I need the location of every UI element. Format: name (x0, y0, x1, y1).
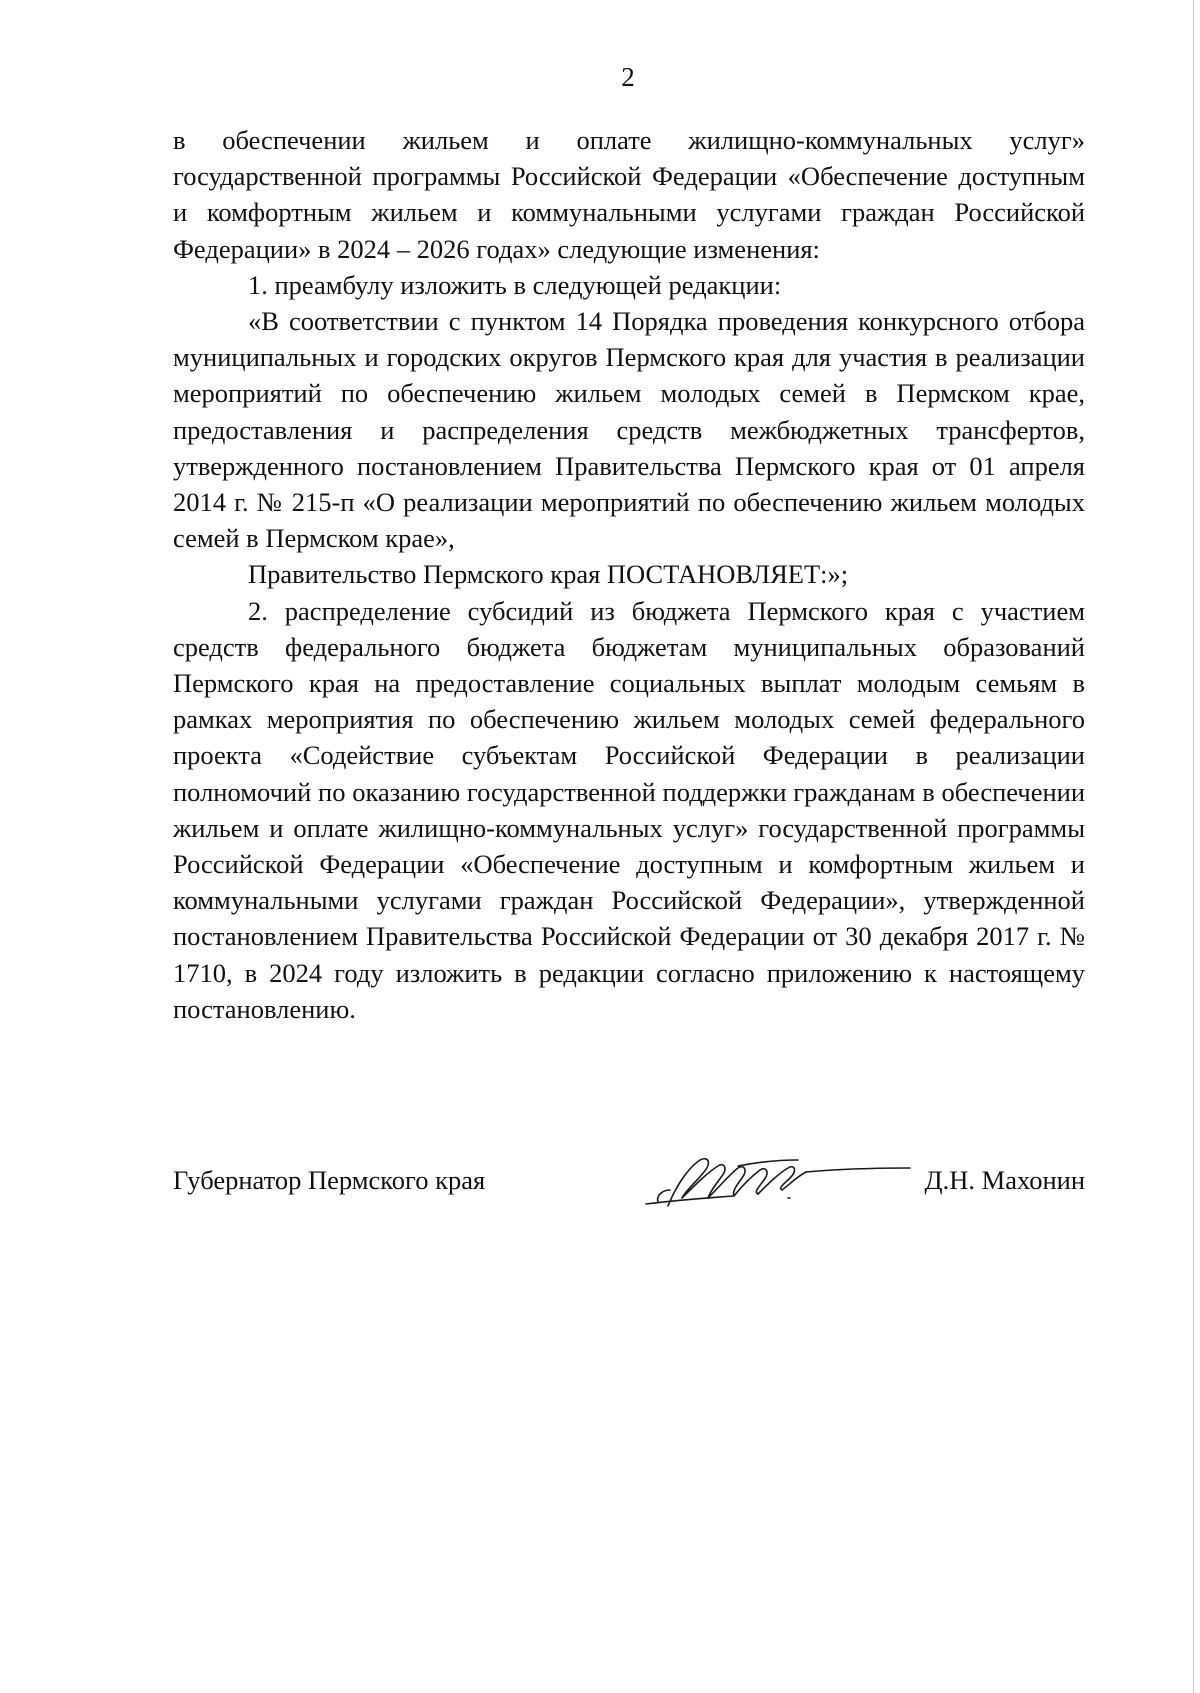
handwritten-signature (638, 1146, 918, 1216)
page-number: 2 (621, 62, 635, 92)
signatory-title: Губернатор Пермского края (173, 1165, 486, 1195)
paragraph: 1. преамбулу изложить в следующей редакции: (248, 269, 782, 300)
paragraph: в обеспечении жильем и оплате жилищно-коммунальных услуг» государственной программы Российской Федерации «Обеспечение доступным и комфортным жильем и коммунальными услугами граждан Российской Федерации» в 2024 – 2026 годах» следующие изменения: (173, 125, 1085, 264)
signature-block (173, 1158, 1085, 1218)
document-body (173, 122, 1085, 1027)
scan-edge-line (1193, 0, 1194, 1693)
paragraph: 2. распределение субсидий из бюджета Пермского края с участием средств федерального бюджета бюджетам муниципальных образований Пермского края на предоставление социальных выплат молодым семьям в рамках мероприятия по обеспечению жильем молодых семей федерального проекта «Содействие субъектам Российской Федерации в реализации полномочий по оказанию государственной поддержки гражданам в обеспечении жильем и оплате жилищно-коммунальных услуг» государственной программы Российской Федерации «Обеспечение доступным и комфортным жильем и коммунальными услугами граждан Российской Федерации», утвержденной постановлением Правительства Российской Федерации от 30 декабря 2017 г. № 1710, в 2024 году изложить в редакции согласно приложению к настоящему постановлению. (173, 595, 1085, 1024)
paragraph: Правительство Пермского края ПОСТАНОВЛЯЕТ:»; (248, 559, 849, 590)
signatory-name: Д.Н. Махонин (924, 1165, 1085, 1195)
paragraph: «В соответствии с пунктом 14 Порядка проведения конкурсного отбора муниципальных и городских округов Пермского края для участия в реализации мероприятий по обеспечению жильем молодых семей в Пермском крае, предоставления и распределения средств межбюджетных трансфертов, утвержденного постановлением Правительства Пермского края от 01 апреля 2014 г. № 215-п «О реализации мероприятий по обеспечению жильем молодых семей в Пермском крае», (173, 306, 1085, 554)
